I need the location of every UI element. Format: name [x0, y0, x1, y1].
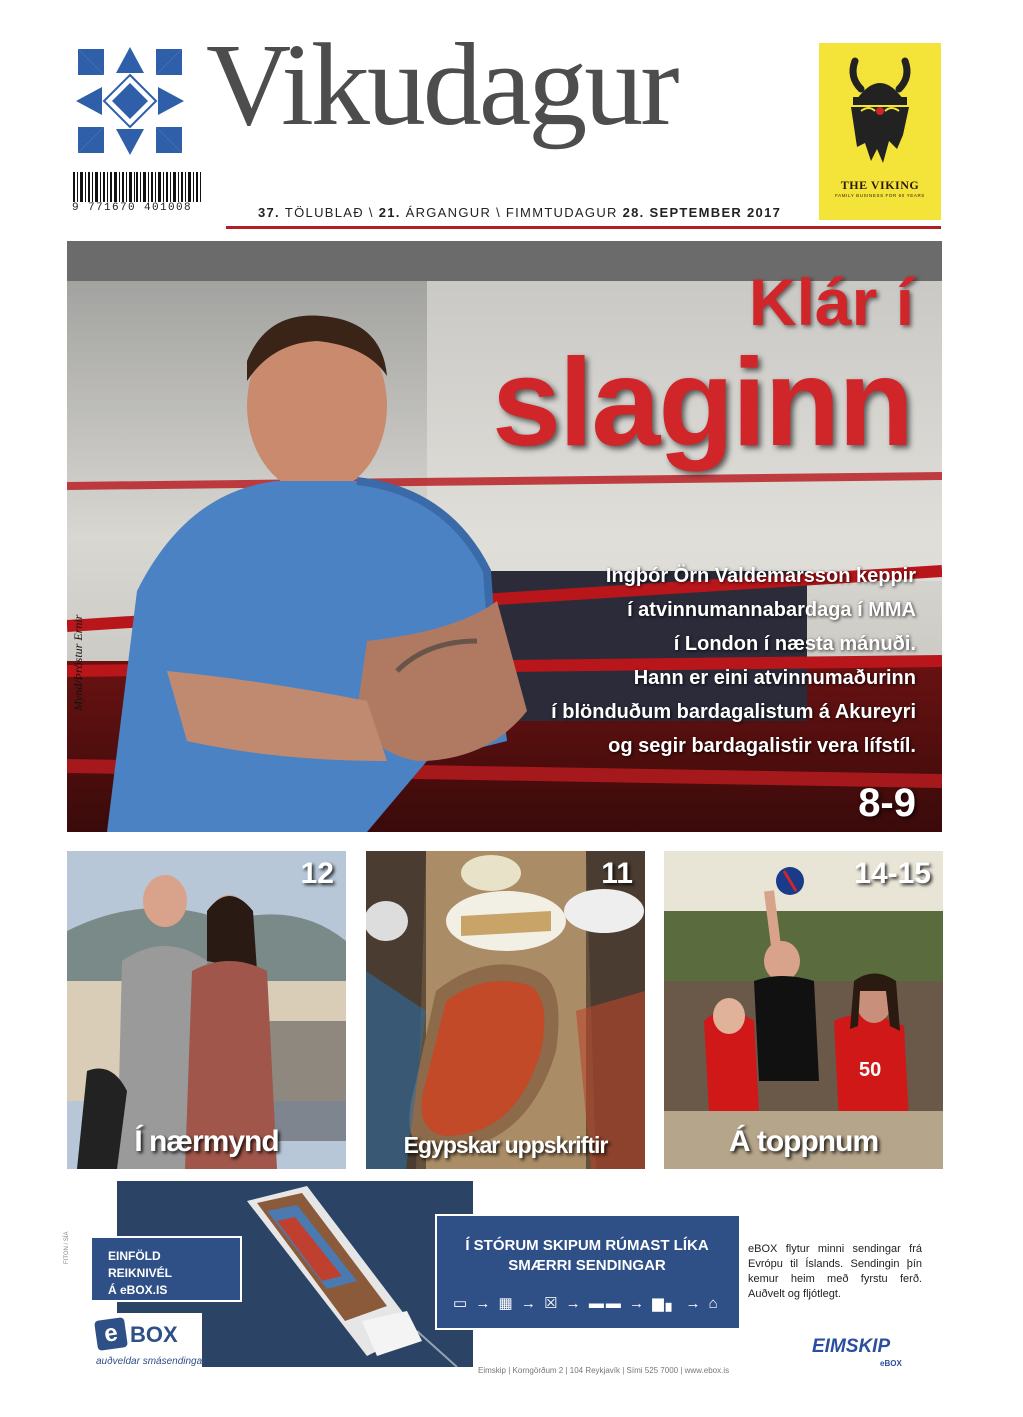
- issue-line: [258, 205, 781, 220]
- ebox-slogan: auðveldar smásendingar: [96, 1356, 206, 1367]
- story-photo-couple: [67, 851, 346, 1169]
- hero-body-line: í London í næsta mánuði.: [673, 633, 916, 655]
- eimskip-logo: EIMSKIP: [812, 1336, 891, 1357]
- ebox-logo-icon: e: [94, 1317, 128, 1351]
- ebox-address: Eimskip | Korngörðum 2 | 104 Reykjavík | Sími 525 7000 | www.ebox.is: [478, 1366, 730, 1375]
- calculator-icon: ▦: [498, 1295, 515, 1312]
- ebox-headline-line: Í STÓRUM SKIPUM RÚMAST LÍKA: [465, 1237, 709, 1254]
- hero-title-line1: Klár í: [748, 265, 914, 339]
- photo-credit: Mynd/Þröstur Ernir: [71, 614, 85, 711]
- story-caption: Egypskar uppskriftir: [403, 1132, 608, 1158]
- story-page-ref: 11: [601, 857, 633, 890]
- story-card-portrait[interactable]: [67, 851, 346, 1169]
- ebox-logo: BOX: [130, 1322, 178, 1347]
- hero-body: [476, 559, 916, 763]
- ebox-headline-line: SMÆRRI SENDINGAR: [508, 1257, 666, 1274]
- viking-name: THE VIKING: [840, 178, 920, 192]
- calculator-label: EINFÖLD REIKNIVÉL: [108, 1249, 173, 1280]
- story-card-sports[interactable]: [664, 851, 943, 1169]
- ebox-headline-panel: [435, 1214, 741, 1330]
- issue-number: 37.: [258, 205, 280, 220]
- story-card-recipes[interactable]: [366, 851, 645, 1169]
- process-icons: ▭ → ▦ → ☒ → ▬▬ → ▆▖ → ⌂: [453, 1295, 720, 1312]
- hero-body-line: í blönduðum bardagalistum á Akureyri: [551, 701, 916, 723]
- header-rule: [226, 226, 941, 229]
- story-caption: Á toppnum: [728, 1125, 879, 1158]
- ebox-headline: [447, 1236, 727, 1276]
- year-label: ÁRGANGUR: [405, 205, 492, 220]
- svg-text:50: 50: [859, 1059, 882, 1081]
- separator: \: [368, 205, 374, 220]
- laptop-icon: ▭: [453, 1295, 470, 1312]
- hero-body-line: Ingþór Örn Valdemarsson keppir: [605, 565, 916, 587]
- barcode: [73, 172, 201, 202]
- eimskip-ebox-sub: eBOX: [880, 1359, 902, 1368]
- hero-page-ref: 8-9: [858, 781, 916, 825]
- story-caption: Í nærmynd: [134, 1125, 279, 1158]
- story-photo-handball: [664, 851, 943, 1169]
- viking-helmet-icon: [839, 53, 921, 171]
- calculator-url: Á eBOX.IS: [108, 1283, 168, 1297]
- viking-tagline: FAMILY BUSINESS FOR 60 YEARS: [835, 193, 925, 198]
- package-icon: ☒: [544, 1295, 560, 1312]
- quilt-star-logo-icon: [74, 45, 186, 157]
- hero-title-line2: slaginn: [491, 334, 912, 472]
- truck-icon: ▆▖: [652, 1295, 680, 1312]
- ad-agency-tag: FITON / SÍA: [64, 1231, 70, 1264]
- ebox-calculator-link[interactable]: [90, 1236, 242, 1302]
- issue-date: 28. SEPTEMBER 2017: [622, 205, 782, 220]
- hero-body-line: í atvinnumannabardaga í MMA: [627, 599, 916, 621]
- day-label: FIMMTUDAGUR: [505, 205, 618, 220]
- issue-label: TÖLUBLAÐ: [284, 205, 364, 220]
- story-page-ref: 14-15: [854, 857, 931, 890]
- masthead-title: Vikudagur: [206, 19, 677, 150]
- hero-body-line: og segir bardagalistir vera lífstíl.: [608, 735, 916, 757]
- separator: \: [496, 205, 501, 220]
- story-photo-food: [366, 851, 645, 1169]
- barcode-number: 9 771670 401008: [72, 202, 193, 214]
- viking-ad[interactable]: [819, 43, 941, 220]
- hero-story[interactable]: [67, 241, 942, 832]
- hero-body-line: Hann er eini atvinnumaðurinn: [633, 667, 916, 689]
- story-page-ref: 12: [300, 857, 334, 890]
- ebox-body: eBOX flytur minni sendingar frá Evrópu til Íslands. Sendingin þín kemur heim með fyrstu ferð. Auðvelt og fljótlegt.: [748, 1243, 922, 1300]
- year-number: 21.: [378, 205, 401, 220]
- house-icon: ⌂: [708, 1295, 720, 1312]
- ship-icon: ▬▬: [588, 1295, 623, 1312]
